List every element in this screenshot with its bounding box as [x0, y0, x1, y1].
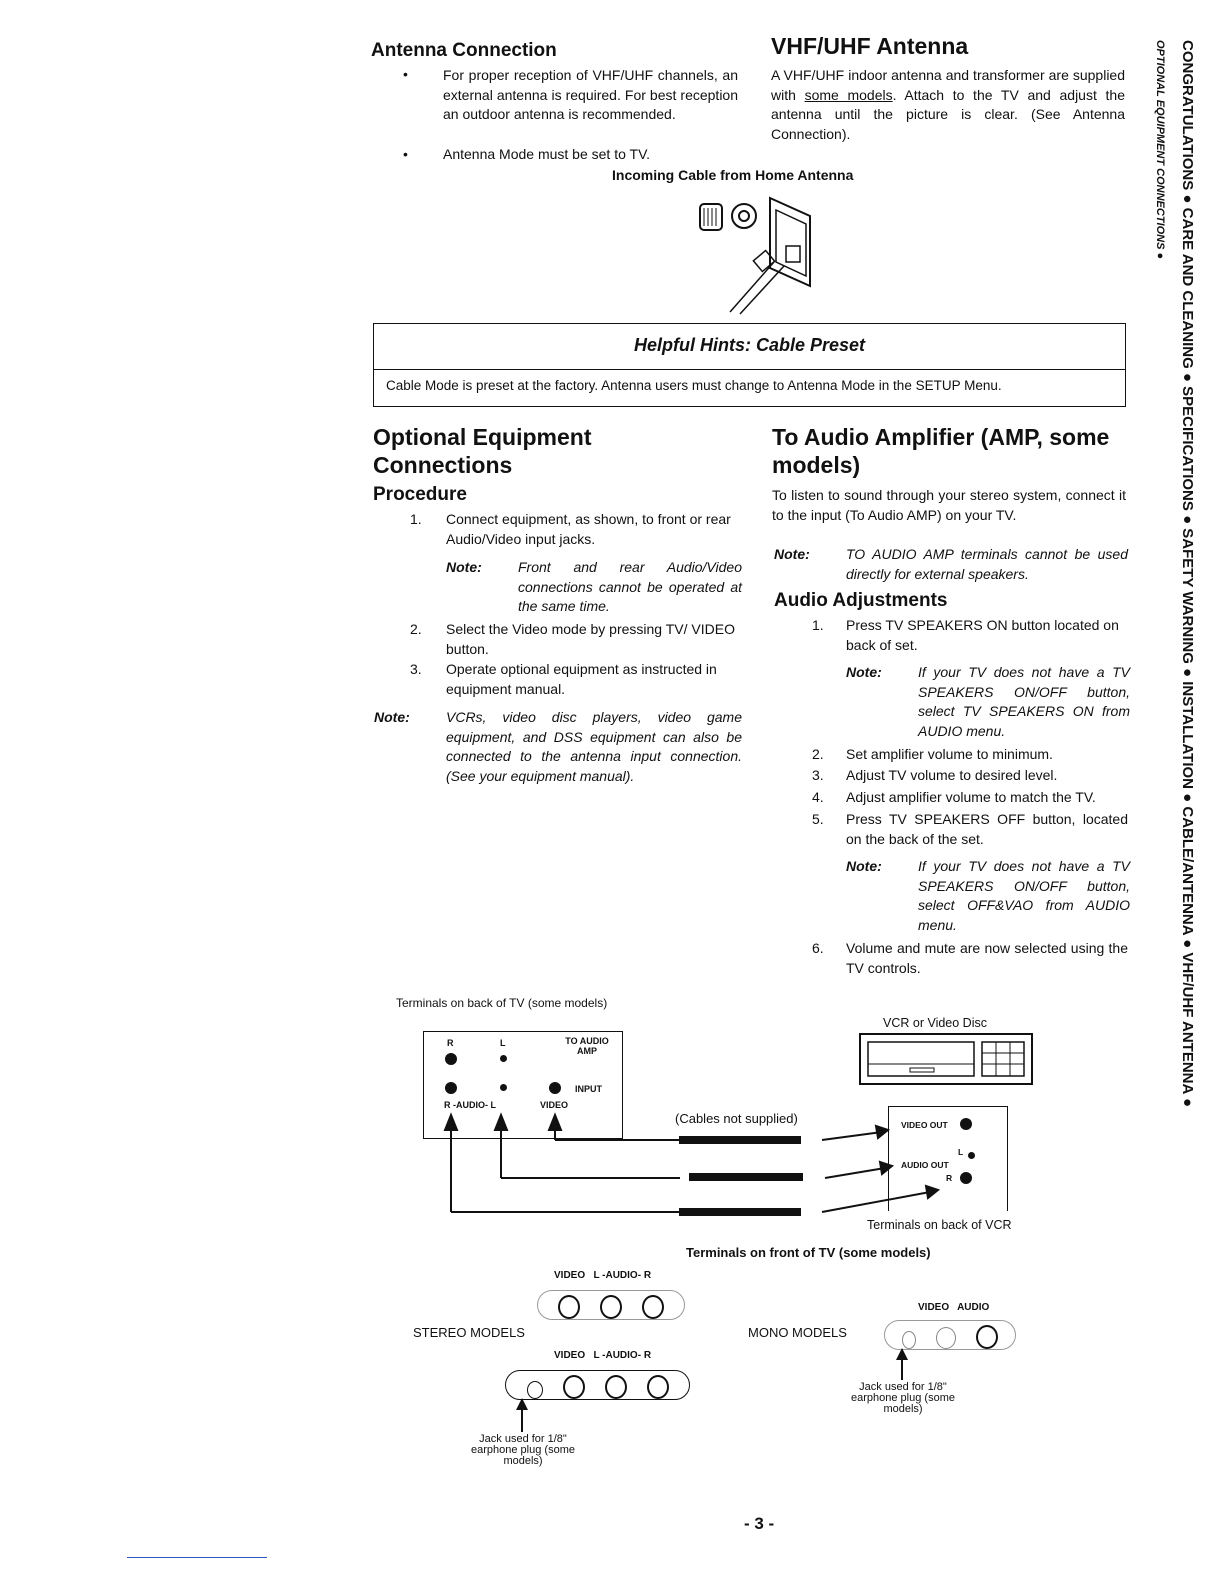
terminal-label-r: R	[447, 1038, 454, 1048]
stereo-front-panel-1	[537, 1290, 685, 1320]
amp-l-jack	[500, 1055, 507, 1062]
jack	[605, 1375, 627, 1399]
step-number: 3.	[812, 767, 824, 783]
audio-out-label: AUDIO OUT	[901, 1160, 949, 1170]
audio-step-1-note: If your TV does not have a TV SPEAKERS ON/OFF button, select TV SPEAKERS ON from AUDIO menu.	[918, 664, 1130, 739]
tv-back-caption: Terminals on back of TV (some models)	[396, 996, 608, 1010]
arrow-up-icon	[512, 1398, 532, 1432]
some-models-link[interactable]: some models	[804, 86, 893, 103]
step-number: 2.	[410, 621, 422, 637]
bullet-icon: •	[403, 66, 408, 82]
step-number: 5.	[812, 811, 824, 827]
earphone-jack	[527, 1381, 543, 1399]
earphone-jack	[902, 1331, 916, 1349]
stereo-front-panel-2	[505, 1370, 690, 1400]
audio-step-2: Set amplifier volume to minimum.	[846, 746, 1053, 762]
input-r-jack	[445, 1082, 457, 1094]
page-number: - 3 -	[744, 1514, 775, 1533]
note-label: Note:	[846, 664, 882, 680]
vhf-uhf-body: A VHF/UHF indoor antenna and transformer are supplied with some models. Attach to the TV and adjust the antenna until the picture is clear. (See Antenna Connection).	[771, 67, 1125, 142]
arrow-up-icon	[892, 1348, 912, 1380]
audio-amp-note: TO AUDIO AMP terminals cannot be used directly for external speakers.	[846, 546, 1128, 582]
helpful-hints-box	[373, 323, 1126, 407]
jack	[563, 1375, 585, 1399]
step-number: 1.	[812, 617, 824, 633]
audio-step-4: Adjust amplifier volume to match the TV.	[846, 789, 1096, 805]
jack	[936, 1327, 956, 1349]
footer-rule	[127, 1557, 267, 1558]
vhf-uhf-heading: VHF/UHF Antenna	[771, 33, 969, 59]
audio-step-6: Volume and mute are now selected using the TV controls.	[846, 940, 1128, 976]
stereo-models-label: STEREO MODELS	[413, 1325, 525, 1340]
audio-step-5-note: If your TV does not have a TV SPEAKERS ON/OFF button, select OFF&VAO from AUDIO menu.	[918, 858, 1130, 933]
optional-step-1: Connect equipment, as shown, to front or rear Audio/Video input jacks.	[446, 511, 731, 547]
side-tab-topics: CONGRATULATIONS ● CARE AND CLEANING ● SPECIFICATIONS ● SAFETY WARNING ● INSTALLATION ● CABLE/ANTENNA ● VHF/UHF ANTENNA ●	[1179, 40, 1196, 1108]
audio-out-r-jack	[960, 1172, 972, 1184]
mono-models-label: MONO MODELS	[748, 1325, 847, 1340]
jack	[642, 1295, 664, 1319]
stereo-jack-labels: VIDEO L -AUDIO- R	[554, 1350, 652, 1361]
step-number: 4.	[812, 789, 824, 805]
note-label: Note:	[374, 709, 410, 725]
vcr-r-label: R	[946, 1173, 953, 1183]
optional-note: VCRs, video disc players, video game equipment, and DSS equipment can also be connected to the antenna input connection. (See your equipment manual).	[446, 709, 742, 784]
video-out-label: VIDEO OUT	[901, 1120, 948, 1130]
optional-equipment-heading: Optional Equipment Connections	[373, 424, 592, 478]
note-label: Note:	[774, 546, 810, 562]
video-out-jack	[960, 1118, 972, 1130]
side-tab-current-section: OPTIONAL EQUIPMENT CONNECTIONS ●	[1154, 40, 1166, 260]
input-video-jack	[549, 1082, 561, 1094]
procedure-heading: Procedure	[373, 484, 467, 505]
mono-front-panel	[884, 1320, 1016, 1350]
helpful-hints-text: Cable Mode is preset at the factory. Antenna users must change to Antenna Mode in the SETUP Menu.	[386, 378, 1002, 393]
cables-not-supplied-label: (Cables not supplied)	[675, 1111, 798, 1126]
jack	[558, 1295, 580, 1319]
antenna-connection-heading: Antenna Connection	[371, 40, 557, 61]
helpful-hints-title: Helpful Hints: Cable Preset	[633, 335, 866, 355]
antenna-bullet-2: Antenna Mode must be set to TV.	[443, 146, 651, 162]
front-terminals-caption: Terminals on front of TV (some models)	[686, 1245, 931, 1260]
step-number: 6.	[812, 940, 824, 956]
to-audio-amp-label: TO AUDIO AMP	[565, 1036, 609, 1056]
optional-step-2: Select the Video mode by pressing TV/ VIDEO button.	[446, 621, 735, 657]
antenna-cable-illustration	[690, 190, 830, 320]
vcr-terminals-caption: Terminals on back of VCR	[867, 1218, 1012, 1232]
step-number: 1.	[410, 511, 422, 527]
note-label: Note:	[446, 559, 482, 575]
video-label: VIDEO	[540, 1100, 569, 1110]
stereo-jack-note: Jack used for 1/8" earphone plug (some models)	[471, 1433, 575, 1467]
bullet-icon: •	[403, 146, 408, 162]
incoming-cable-caption: Incoming Cable from Home Antenna	[612, 167, 854, 183]
mono-jack-labels: VIDEO AUDIO	[918, 1302, 990, 1313]
step-number: 2.	[812, 746, 824, 762]
antenna-bullet-1: For proper reception of VHF/UHF channels, an external antenna is required. For best reception an outdoor antenna is recommended.	[443, 67, 738, 122]
vcr-caption: VCR or Video Disc	[883, 1016, 987, 1030]
step-number: 3.	[410, 661, 422, 677]
audio-out-l-jack	[968, 1152, 975, 1159]
audio-adjustments-heading: Audio Adjustments	[774, 590, 948, 611]
input-l-jack	[500, 1084, 507, 1091]
optional-step-3: Operate optional equipment as instructed in equipment manual.	[446, 661, 717, 697]
vcr-l-label: L	[958, 1147, 964, 1157]
vcr-illustration	[858, 1032, 1036, 1088]
jack	[647, 1375, 669, 1399]
audio-amp-heading: To Audio Amplifier (AMP, some models)	[772, 424, 1110, 478]
stereo-jack-labels: VIDEO L -AUDIO- R	[554, 1270, 652, 1281]
audio-amp-intro: To listen to sound through your stereo system, connect it to the input (To Audio AMP) on your TV.	[772, 487, 1126, 523]
input-label: INPUT	[575, 1084, 602, 1094]
jack	[600, 1295, 622, 1319]
r-audio-l-label: R -AUDIO- L	[444, 1100, 496, 1110]
jack	[976, 1325, 998, 1349]
audio-step-5: Press TV SPEAKERS OFF button, located on the back of the set.	[846, 811, 1128, 847]
amp-r-jack	[445, 1053, 457, 1065]
note-label: Note:	[846, 858, 882, 874]
optional-step-1-note: Front and rear Audio/Video connections cannot be operated at the same time.	[518, 559, 742, 614]
audio-step-1: Press TV SPEAKERS ON button located on back of set.	[846, 617, 1119, 653]
terminal-label-l: L	[500, 1038, 506, 1048]
mono-jack-note: Jack used for 1/8" earphone plug (some models)	[851, 1381, 955, 1415]
audio-step-3: Adjust TV volume to desired level.	[846, 767, 1058, 783]
